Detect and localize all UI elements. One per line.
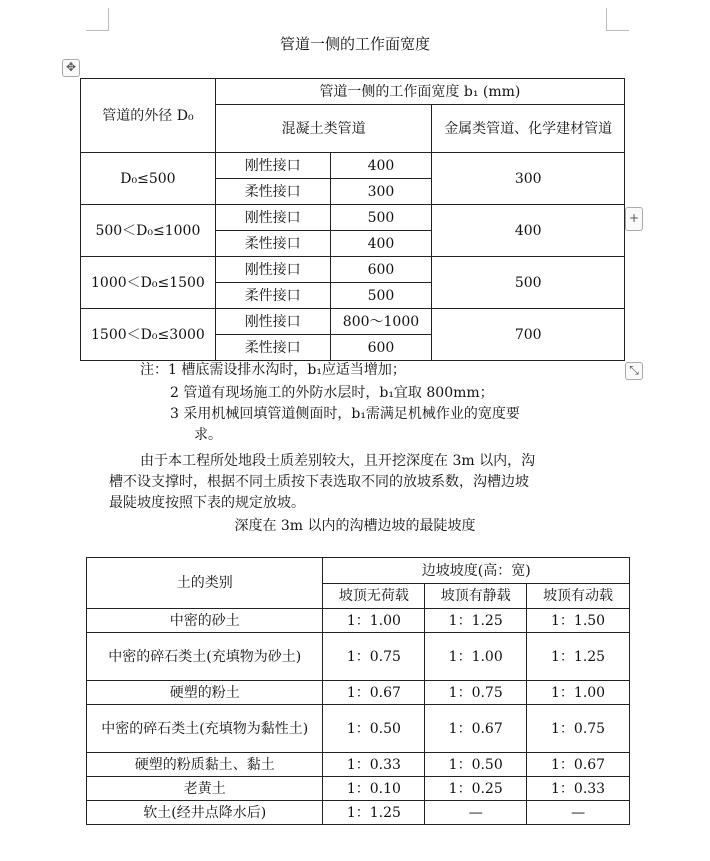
header-concrete: 混凝土类管道 [215,105,432,153]
note-3: 3 采用机械回填管道侧面时，b₁需满足机械作业的宽度要 [170,406,520,422]
joint-value: 400 [330,153,432,179]
metal-value: 700 [432,309,625,361]
joint-type: 柔性接口 [215,335,330,361]
soil-type: 硬塑的粉土 [87,681,323,705]
subheader: 坡顶有动载 [527,584,630,609]
range-cell: 1000＜D₀≤1500 [81,257,216,309]
subheader: 坡顶有静载 [425,584,527,609]
header-work-width: 管道一侧的工作面宽度 b₁ (mm) [215,79,624,105]
slope-value: 1：0.67 [527,753,630,777]
body-line-1: 由于本工程所处地段土质差别较大，且开挖深度在 3m 以内，沟 [140,453,536,469]
slope-value: 1：1.00 [425,633,527,681]
header-outer-diameter: 管道的外径 D₀ [81,79,216,153]
slope-value: 1：1.00 [323,609,425,633]
joint-type: 刚性接口 [215,153,330,179]
joint-value: 500 [330,205,432,231]
slope-value: 1：1.50 [527,609,630,633]
page-corner-mark-top-right [606,8,629,31]
joint-type: 柔性接口 [215,179,330,205]
metal-value: 400 [432,205,625,257]
slope-value: 1：1.00 [527,681,630,705]
note-1: 注：1 槽底需设排水沟时，b₁应适当增加； [140,362,406,378]
slope-value: 1：0.50 [425,753,527,777]
joint-value: 600 [330,257,432,283]
joint-type: 柔件接口 [215,283,330,309]
slope-value: 1：1.25 [527,633,630,681]
metal-value: 300 [432,153,625,205]
slope-table [86,557,630,825]
joint-type: 刚性接口 [215,309,330,335]
table1-title: 管道一侧的工作面宽度 [279,35,430,53]
slope-value: 1：0.75 [425,681,527,705]
slope-value: 1：1.25 [425,609,527,633]
joint-type: 柔性接口 [215,231,330,257]
joint-value: 800～1000 [330,309,432,335]
pipe-width-table [80,78,625,361]
slope-value: 1：0.10 [323,777,425,801]
soil-type: 软土(经井点降水后) [87,801,323,825]
header-metal: 金属类管道、化学建材管道 [432,105,625,153]
slope-value: 1：0.25 [425,777,527,801]
body-line-3: 最陡坡度按照下表的规定放坡。 [109,495,305,511]
header-soil: 土的类别 [87,558,323,609]
body-line-2: 槽不设支撑时，根据不同土质按下表选取不同的放坡系数，沟槽边坡 [109,474,529,490]
slope-value: 1：0.33 [323,753,425,777]
slope-value: — [425,801,527,825]
subheader: 坡顶无荷载 [323,584,425,609]
header-slope: 边坡坡度(高：宽) [323,558,630,584]
range-cell: 1500＜D₀≤3000 [81,309,216,361]
slope-value: 1：0.67 [425,705,527,753]
soil-type: 中密的碎石类土(充填物为砂土) [87,633,323,681]
slope-value: 1：0.67 [323,681,425,705]
metal-value: 500 [432,257,625,309]
note-2: 2 管道有现场施工的外防水层时，b₁宜取 800mm； [170,385,494,401]
joint-value: 400 [330,231,432,257]
soil-type: 老黄土 [87,777,323,801]
soil-type: 硬塑的粉质黏土、黏土 [87,753,323,777]
table-resize-icon[interactable]: ⤡ [625,362,643,380]
soil-type: 中密的碎石类土(充填物为黏性土) [87,705,323,753]
add-column-icon[interactable]: + [625,207,643,231]
slope-value: 1：0.50 [323,705,425,753]
note-3-cont: 求。 [194,427,222,443]
slope-value: 1：0.75 [527,705,630,753]
slope-value: 1：0.33 [527,777,630,801]
joint-type: 刚性接口 [215,205,330,231]
slope-value: — [527,801,630,825]
table-move-handle-icon[interactable]: ✥ [62,59,80,77]
soil-type: 中密的砂土 [87,609,323,633]
joint-value: 600 [330,335,432,361]
slope-value: 1：0.75 [323,633,425,681]
table2-title: 深度在 3m 以内的沟槽边坡的最陡坡度 [234,518,476,534]
slope-value: 1：1.25 [323,801,425,825]
joint-value: 300 [330,179,432,205]
joint-value: 500 [330,283,432,309]
page-corner-mark-top-left [86,8,109,31]
joint-type: 刚性接口 [215,257,330,283]
range-cell: 500＜D₀≤1000 [81,205,216,257]
range-cell: D₀≤500 [81,153,216,205]
